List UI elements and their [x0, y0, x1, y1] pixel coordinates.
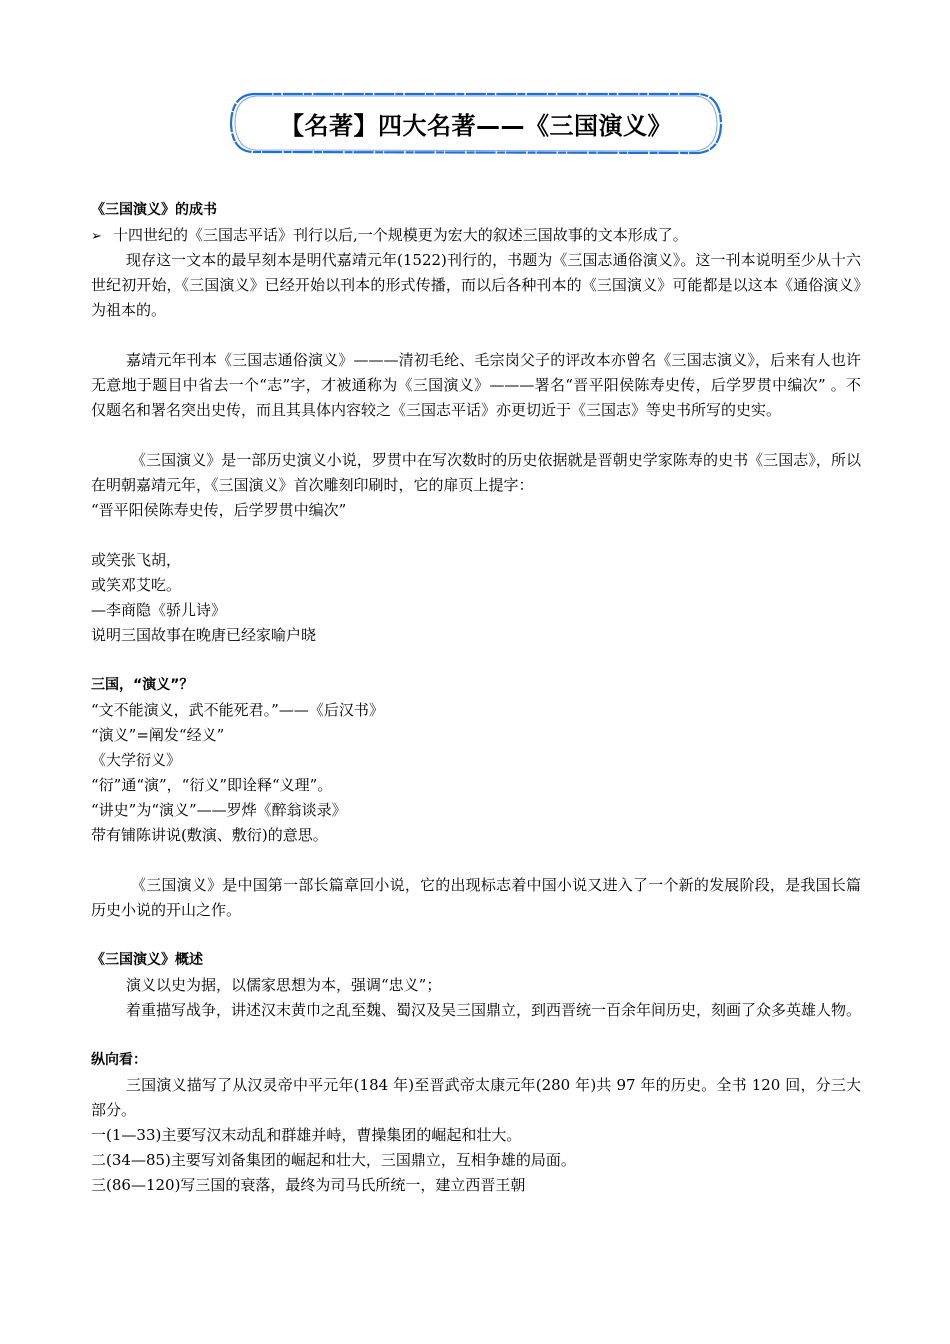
overview-line: 演义以史为据，以儒家思想为本，强调“忠义”； — [126, 976, 442, 994]
section-heading-overview: 《三国演义》概述 — [91, 952, 203, 968]
section-heading-vertical: 纵向看： — [91, 1052, 147, 1068]
yanyi-line: “讲史”为“演义”——罗烨《醉翁谈录》 — [91, 801, 347, 819]
part-line: 二(34—85)主要写刘备集团的崛起和壮大，三国鼎立，互相争雄的局面。 — [91, 1151, 576, 1169]
poem-line: 或笑张飞胡， — [91, 551, 182, 569]
page-title: 【名著】四大名著——《三国演义》 — [280, 111, 672, 140]
poem-source: —李商隐《骄儿诗》 — [91, 601, 227, 619]
yanyi-line: 《大学衍义》 — [91, 751, 182, 769]
quote-line: “晋平阳侯陈寿史传，后学罗贯中编次” — [91, 501, 347, 519]
yanyi-line: 带有铺陈讲说(敷演、敷衍)的意思。 — [91, 826, 328, 844]
paragraph-overview: 着重描写战争，讲述汉末黄巾之乱至魏、蜀汉及吴三国鼎立，到西晋统一百余年间历史，刻画了众多英雄人物。 — [126, 1001, 862, 1019]
document-body — [91, 198, 861, 1198]
paragraph-jiajing-edition: 嘉靖元年刊本《三国志通俗演义》———清初毛纶、毛宗岗父子的评改本亦曾名《三国志演义》，后来有人也许无意地于题目中省去一个“志”字，才被通称为《三国演义》———署名“晋平阳侯陈寿史传，后学罗贯中编次” 。不仅题名和署名突出史传，而且其具体内容较之《三国志平话》亦更切近于《三国志》等史书所写的史实。 — [91, 351, 861, 419]
paragraph-historical-novel: 《三国演义》是一部历史演义小说，罗贯中在写次数时的历史依据就是晋朝史学家陈寿的史书《三国志》，所以在明朝嘉靖元年，《三国演义》首次雕刻印刷时，它的扉页上提字： — [91, 451, 861, 494]
section-heading-yanyi: 三国，“演义”？ — [91, 677, 194, 693]
part-line: 一(1—33)主要写汉末动乱和群雄并峙，曹操集团的崛起和壮大。 — [91, 1126, 522, 1144]
poem-note: 说明三国故事在晚唐已经家喻户晓 — [91, 626, 317, 644]
bullet-arrow-icon: ➢ — [91, 229, 102, 244]
yanyi-line: “衍”通“演”，“衍义”即诠释“义理”。 — [91, 776, 333, 794]
part-line: 三(86—120)写三国的衰落，最终为司马氏所统一，建立西晋王朝 — [91, 1176, 526, 1194]
bullet-line — [91, 223, 861, 248]
yanyi-line: “演义”=阐发“经义” — [91, 726, 225, 744]
paragraph-earliest-edition: 现存这一文本的最早刻本是明代嘉靖元年(1522)刊行的，书题为《三国志通俗演义》。这一刊本说明至少从十六世纪初开始，《三国演义》已经开始以刊本的形式传播，而以后各种刊本的《三国演义》可能都是以这本《通俗演义》为祖本的。 — [91, 251, 861, 319]
yanyi-line: “文不能演义，武不能死君。”——《后汉书》 — [91, 701, 384, 719]
poem-line: 或笑邓艾吃。 — [91, 576, 182, 594]
section-heading-formation: 《三国演义》的成书 — [91, 202, 217, 218]
paragraph-vertical: 三国演义描写了从汉灵帝中平元年(184 年)至晋武帝太康元年(280 年)共 97 年的历史。全书 120 回，分三大部分。 — [91, 1076, 861, 1119]
title-box — [226, 90, 726, 156]
bullet-text: 十四世纪的《三国志平话》刊行以后,一个规模更为宏大的叙述三国故事的文本形成了。 — [113, 226, 688, 244]
paragraph-first-novel: 《三国演义》是中国第一部长篇章回小说，它的出现标志着中国小说又进入了一个新的发展阶段，是我国长篇历史小说的开山之作。 — [91, 876, 861, 919]
